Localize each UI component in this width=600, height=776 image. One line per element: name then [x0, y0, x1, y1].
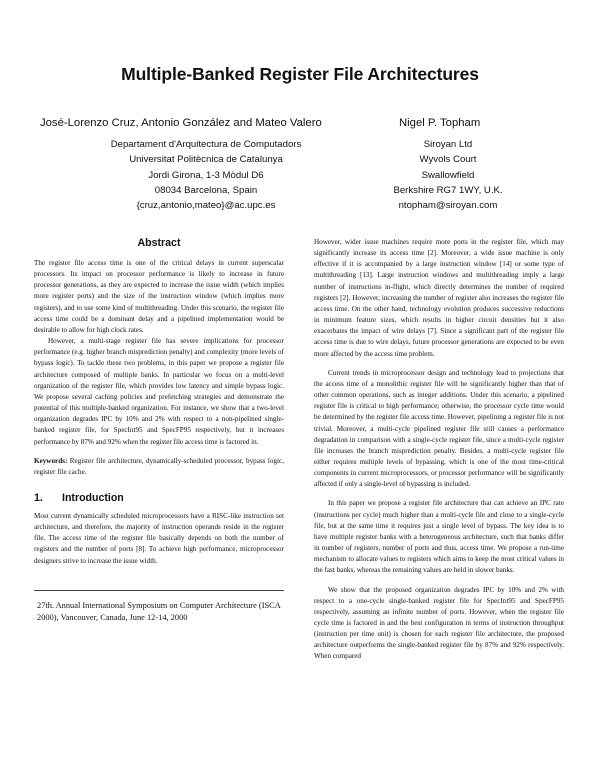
body-paragraph: Current trends in microprocessor design and technology lead to projections that the access time of a monolithic register file will be significantly higher than that of other common operations, such as integer additions. Under this scenario, a pipelined register file is critical to high performance; otherwise, the processor cycle time would be determined by the register file access time. However, pipelining a register file is not trivial. Moreover, a multi-cycle pipelined register file still causes a performance degradation in comparison with a single-cycle register file, since a multi-cycle register file increases the branch misprediction penalty. Besides, a multi-cycle register file either requires multiple levels of bypassing, which is one of the most time-critical components in current microprocessors, or processor performance will be significantly affected if only a single-level of bypassing is included. — [314, 368, 564, 489]
footnote-rule — [34, 590, 284, 591]
body-paragraph: We show that the proposed organization degrades IPC by 10% and 2% with respect to a one-cycle single-banked register file for SpecInt95 and SpecFP95 respectively, assuming an infinite number of ports. However, when the register file cycle time is factored in and the best configuration in terms of instruction throughput (instruction per time unit) is chosen for each register file architecture, the proposed architecture outperforms the single-banked register file by 87% and 92% respectively. When compared — [314, 585, 564, 661]
paper-title: Multiple-Banked Register File Architectures — [121, 64, 479, 84]
section-number: 1. — [34, 491, 43, 504]
authors-right: Nigel P. Topham — [399, 117, 481, 129]
abstract-paragraph: The register file access time is one of the critical delays in current superscalar processors. Its impact on processor performance is likely to increase in future processor generations, as they are expected to increase the issue width (which implies more register ports) and the size of the instruction window (which implies more registers), and to use some kind of multithreading. Under this scenario, the register file access time could be a dominant delay and a pipelined implementation would be desirable to allow for high clock rates. — [34, 259, 284, 334]
affiliation-line: Swallowfield — [421, 169, 475, 181]
email-text: ntopham@siroyan.com — [398, 200, 498, 212]
body-paragraph: In this paper we propose a register file architecture that can achieve an IPC rate (instructions per cycle) much higher than a multi-cycle file and close to a single-cycle file, but at the same time it requires just a single level of bypass. The key idea is to have multiple register banks with a heterogeneous architecture, such that banks differ in number of registers, number of ports and thus, access time. We propose a run-time mechanism to allocate values to registers which aims to keep the most critical values in the fast banks, whereas the remaining values are held in slower banks. — [314, 499, 564, 575]
keywords-label: Keywords: — [34, 456, 68, 465]
keywords — [34, 456, 284, 478]
affiliation-line: Universitat Politècnica de Catalunya — [129, 154, 283, 166]
left-column — [34, 237, 284, 567]
affiliation-line: Siroyan Ltd — [423, 139, 473, 150]
conference-footnote: 27th. Annual International Symposium on Computer Architecture (ISCA 2000), Vancouver, Canada, June 12-14, 2000 — [37, 601, 281, 622]
abstract-paragraph: However, a multi-stage register file has severe implications for processor performance (e.g. higher branch misprediction penalty) and complexity (more levels of bypass logic). To tackle these two problems, in this paper we propose a register file architecture composed of multiple banks. In particular we focus on a multi-level organization of the register file, which provides low latency and simple bypass logic. We propose several caching policies and prefetching strategies and demonstrate the potential of this multiple-banked organization. For instance, we show that a two-level organization degrades IPC by 10% and 2% with respect to a non-pipelined single-banked register file, for SpecInt95 and SpecFP95 respectively, but it increases performance by 87% and 92% when the register file access time is factored in. — [34, 337, 284, 446]
email-text: {cruz,antonio,mateo}@ac.upc.es — [136, 200, 276, 212]
intro-paragraph: Most current dynamically scheduled microprocessors have a RISC-like instruction set architecture, and therefore, the majority of instruction operands reside in the register file. The access time of the register file basically depends on both the number of registers and the number of ports [8]. To achieve high performance, microprocessor designers strive to increase the issue width. — [34, 511, 284, 565]
section-heading — [34, 492, 284, 505]
affiliation-line: 08034 Barcelona, Spain — [154, 184, 258, 196]
affiliation-left — [96, 137, 316, 213]
body-paragraph: However, wider issue machines require more ports in the register file, which may significantly increase its access time [2]. Moreover, a wide issue machine is only effective if it is accompanied by a large instruction window [14] or some type of multithreading [13]. Large instruction windows and multithreading imply a large number of instructions in-flight, which directly determines the number of required registers [2]. However, increasing the number of register also increases the register file access time. On the other hand, technology evolution produces successive reductions in minimum feature sizes, which results in higher circuit densities but it also exacerbates the impact of wire delays [7]. Since a significant part of the register file access time is due to wire delays, future processor generations are expected to be even more affected by the access time problem. — [314, 238, 564, 358]
abstract-heading: Abstract — [137, 237, 181, 249]
right-column — [314, 237, 564, 663]
affiliation-line: Wyvols Court — [419, 154, 477, 166]
authors-left: José-Lorenzo Cruz, Antonio González and Mateo Valero — [40, 117, 322, 129]
affiliation-line: Jordi Girona, 1-3 Mòdul D6 — [148, 169, 264, 181]
section-title: Introduction — [62, 491, 124, 504]
affiliation-line: Departament d'Arquitectura de Computadors — [110, 139, 302, 150]
keywords-text: Register file architecture, dynamically-scheduled processor, bypass logic, register file cache. — [34, 456, 284, 476]
affiliation-line: Berkshire RG7 1WY, U.K. — [393, 184, 503, 196]
affiliation-right — [373, 137, 523, 213]
